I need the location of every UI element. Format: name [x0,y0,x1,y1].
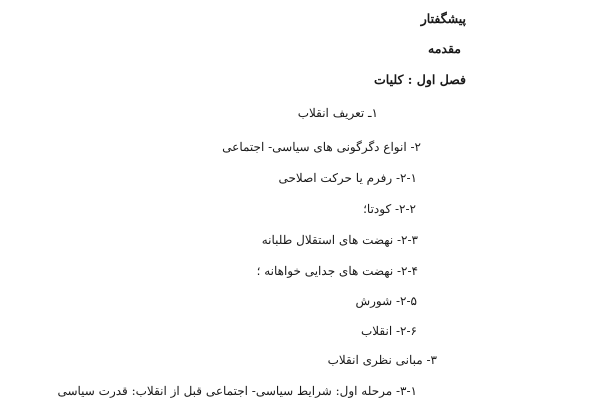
toc-heading-chapter-one: فصل اول : کلیات [374,72,466,87]
toc-item-2-6: ۲-۶- انقلاب [360,324,417,338]
toc-item-2-1: ۲-۱- رفرم یا حرکت اصلاحی [278,171,417,185]
toc-item-2: ۲- انواع دگرگونی های سیاسی- اجتماعی [222,140,421,154]
toc-item-2-2: ۲-۲- کودتا؛ [363,202,416,216]
toc-item-3-1: ۳-۱- مرحله اول: شرایط سیاسی- اجتماعی قبل از انقلاب: قدرت سیاسی [57,384,417,398]
toc-item-2-3: ۲-۳- نهضت های استقلال طلبانه [261,233,418,247]
toc-item-3: ۳- مبانی نظری انقلاب [327,353,437,367]
toc-item-1: ۱ـ تعریف انقلاب [297,106,378,120]
toc-heading-foreword: پیشگفتار [420,11,466,26]
toc-item-2-4: ۲-۴- نهضت های جدایی خواهانه ؛ [256,264,418,278]
toc-heading-introduction: مقدمه [428,41,461,56]
toc-item-2-5: ۲-۵- شورش [355,294,417,308]
